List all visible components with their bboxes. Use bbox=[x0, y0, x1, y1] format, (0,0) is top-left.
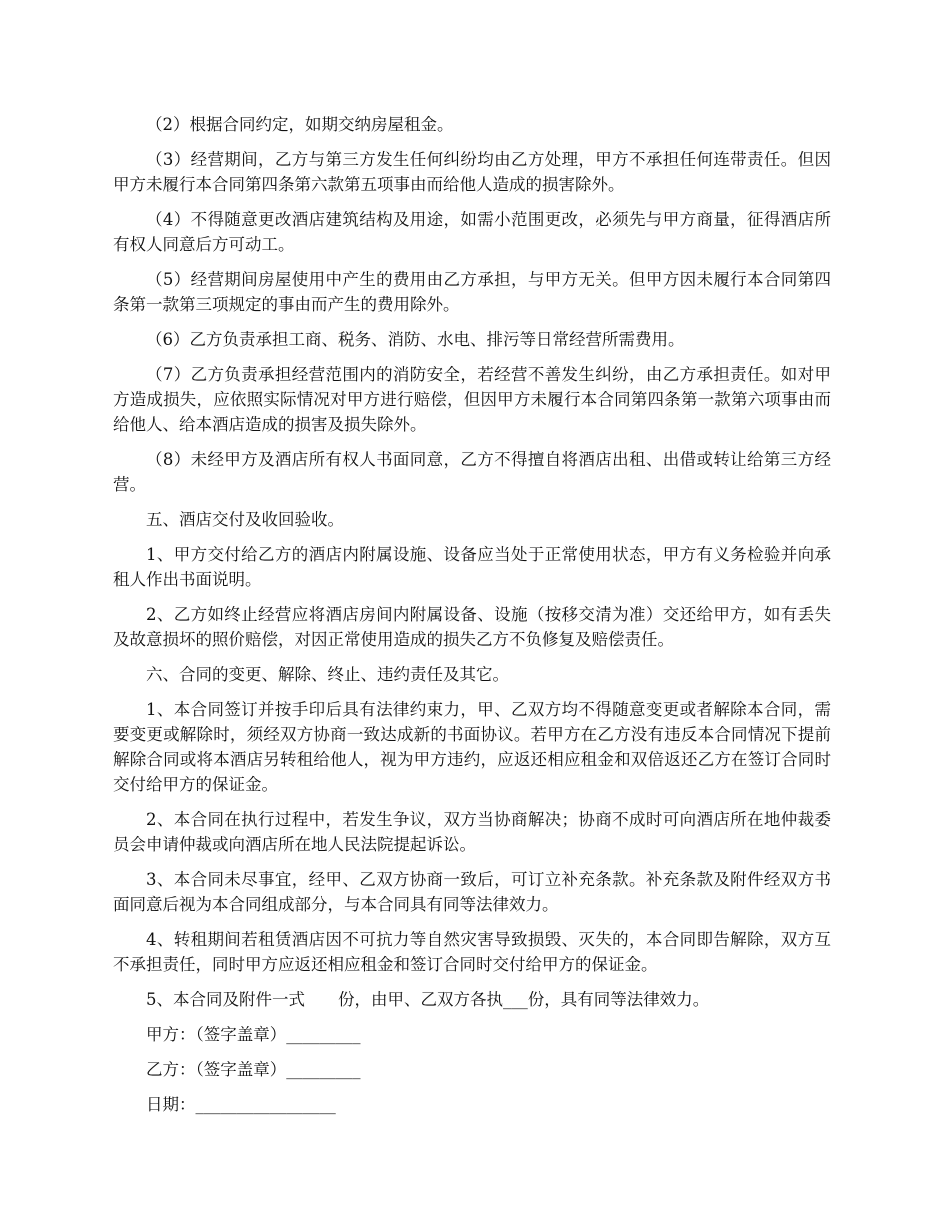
signature-party-a: 甲方：（签字盖章）_________ bbox=[146, 1025, 361, 1044]
clause-5: （5）经营期间房屋使用中产生的费用由乙方承担，与甲方无关。但甲方因未履行本合同第四条第一款第三项规定的事由而产生的费用除外。 bbox=[113, 270, 831, 314]
section-six-item-3: 3、本合同未尽事宜，经甲、乙双方协商一致后，可订立补充条款。补充条款及附件经双方书面同意后视为本合同组成部分，与本合同具有同等法律效力。 bbox=[113, 870, 831, 914]
clause-6: （6）乙方负责承担工商、税务、消防、水电、排污等日常经营所需费用。 bbox=[146, 330, 685, 349]
signature-party-b: 乙方：（签字盖章）_________ bbox=[146, 1060, 361, 1079]
section-six-item-5: 5、本合同及附件一式 份，由甲、乙双方各执___份，具有同等法律效力。 bbox=[146, 990, 710, 1009]
clause-3: （3）经营期间，乙方与第三方发生任何纠纷均由乙方处理，甲方不承担任何连带责任。但因甲方未履行本合同第四条第六款第五项事由而给他人造成的损害除外。 bbox=[113, 150, 831, 194]
section-five-item-1: 1、甲方交付给乙方的酒店内附属设施、设备应当处于正常使用状态，甲方有义务检验并向承租人作出书面说明。 bbox=[113, 545, 831, 589]
section-six-item-1: 1、本合同签订并按手印后具有法律约束力，甲、乙双方均不得随意变更或者解除本合同，需要变更或解除时，须经双方协商一致达成新的书面协议。若甲方在乙方没有违反本合同情况下提前解除合同或将本酒店另转租给他人，视为甲方违约，应返还相应租金和双倍返还乙方在签订合同时交付给甲方的保证金。 bbox=[113, 700, 831, 794]
clause-2: （2）根据合同约定，如期交纳房屋租金。 bbox=[146, 115, 454, 134]
clause-8: （8）未经甲方及酒店所有权人书面同意，乙方不得擅自将酒店出租、出借或转让给第三方经营。 bbox=[113, 450, 831, 494]
clause-4: （4）不得随意更改酒店建筑结构及用途，如需小范围更改，必须先与甲方商量，征得酒店所有权人同意后方可动工。 bbox=[113, 210, 831, 254]
section-five-item-2: 2、乙方如终止经营应将酒店房间内附属设备、设施（按移交清为准）交还给甲方，如有丢失及故意损坏的照价赔偿，对因正常使用造成的损失乙方不负修复及赔偿责任。 bbox=[113, 605, 831, 649]
section-heading-six: 六、合同的变更、解除、终止、违约责任及其它。 bbox=[146, 665, 509, 684]
signature-date: 日期：_________________ bbox=[146, 1095, 336, 1114]
section-six-item-2: 2、本合同在执行过程中，若发生争议，双方当协商解决；协商不成时可向酒店所在地仲裁委员会申请仲裁或向酒店所在地人民法院提起诉讼。 bbox=[113, 810, 831, 854]
clause-7: （7）乙方负责承担经营范围内的消防安全，若经营不善发生纠纷，由乙方承担责任。如对甲方造成损失，应依照实际情况对甲方进行赔偿，但因甲方未履行本合同第四条第一款第六项事由而给他人、给本酒店造成的损害及损失除外。 bbox=[113, 365, 831, 434]
section-six-item-4: 4、转租期间若租赁酒店因不可抗力等自然灾害导致损毁、灭失的，本合同即告解除，双方互不承担责任，同时甲方应返还相应租金和签订合同时交付给甲方的保证金。 bbox=[113, 930, 831, 974]
section-heading-five: 五、酒店交付及收回验收。 bbox=[146, 510, 344, 529]
contract-body bbox=[113, 112, 831, 1127]
